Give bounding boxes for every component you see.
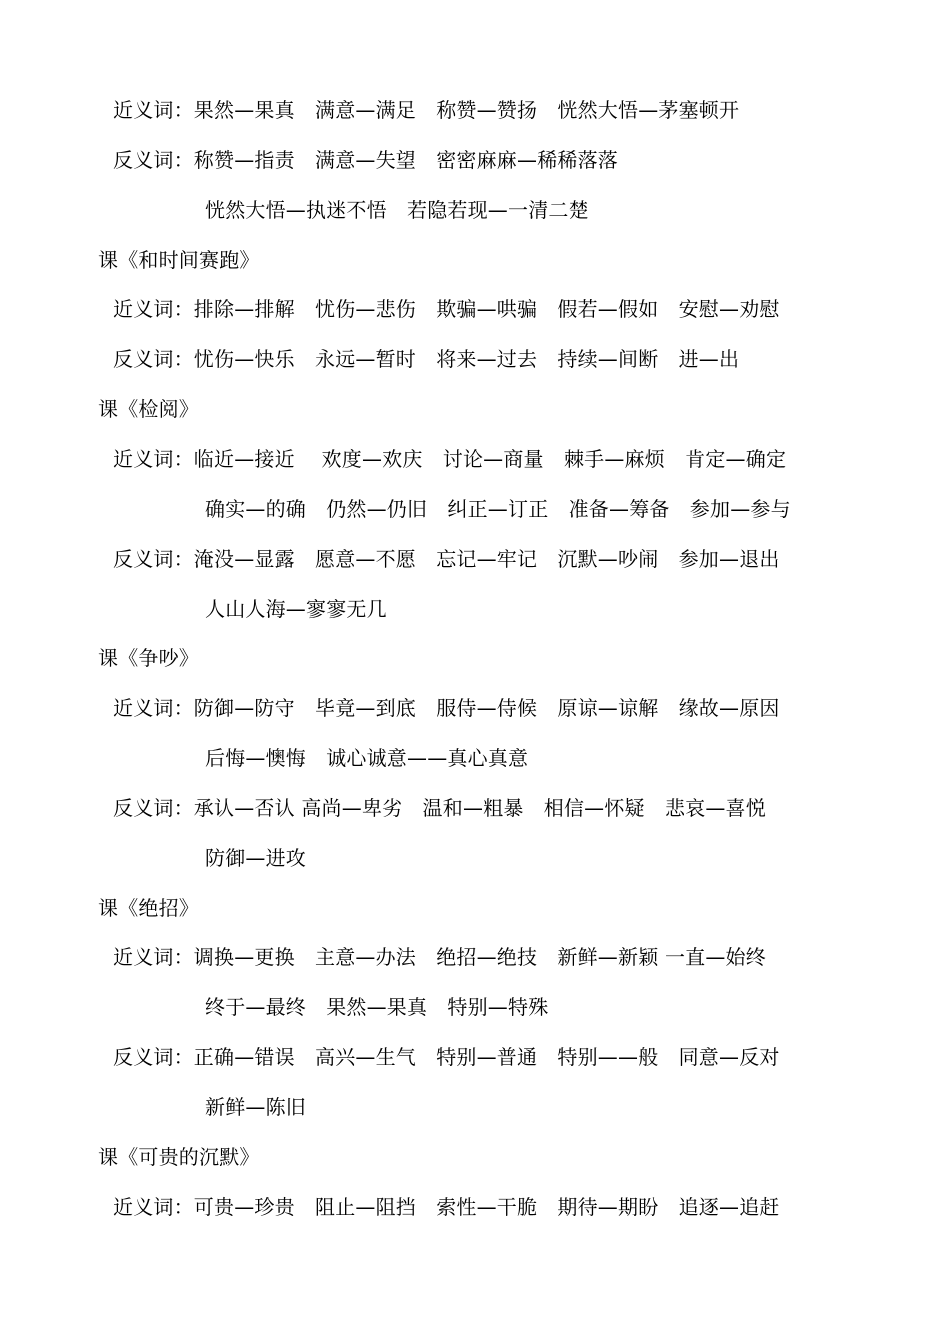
word-pair-line: 近义词：临近—接近 欢度—欢庆 讨论—商量 棘手—麻烦 肯定—确定 — [113, 446, 787, 471]
word-pair-line: 近义词：调换—更换 主意—办法 绝招—绝技 新鲜—新颖 一直—始终 — [113, 945, 766, 970]
lesson-title: 课《争吵》 — [98, 646, 199, 671]
word-pair-line: 近义词：防御—防守 毕竟—到底 服侍—侍候 原谅—谅解 缘故—原因 — [113, 696, 780, 721]
word-pair-continuation: 确实—的确 仍然—仍旧 纠正—订正 准备—筹备 参加—参与 — [205, 496, 791, 521]
word-pair-continuation: 恍然大悟—执迷不悟 若隐若现—一清二楚 — [205, 197, 589, 222]
word-pair-line: 近义词：排除—排解 忧伤—悲伤 欺骗—哄骗 假若—假如 安慰—劝慰 — [113, 297, 780, 322]
word-pair-continuation: 人山人海—寥寥无几 — [205, 596, 387, 621]
word-pair-line: 反义词：淹没—显露 愿意—不愿 忘记—牢记 沉默—吵闹 参加—退出 — [113, 546, 780, 571]
lesson-title: 课《和时间赛跑》 — [98, 247, 260, 272]
lesson-title: 课《可贵的沉默》 — [98, 1144, 260, 1169]
word-pair-continuation: 防御—进攻 — [205, 845, 306, 870]
lesson-title: 课《绝招》 — [98, 895, 199, 920]
word-pair-line: 反义词：承认—否认 高尚—卑劣 温和—粗暴 相信—怀疑 悲哀—喜悦 — [113, 795, 766, 820]
word-pair-line: 反义词：称赞—指责 满意—失望 密密麻麻—稀稀落落 — [113, 147, 618, 172]
word-pair-line: 反义词：忧伤—快乐 永远—暂时 将来—过去 持续—间断 进—出 — [113, 347, 740, 372]
word-pair-line: 近义词：果然—果真 满意—满足 称赞—赞扬 恍然大悟—茅塞顿开 — [113, 98, 740, 122]
word-pair-continuation: 终于—最终 果然—果真 特别—特殊 — [205, 995, 549, 1020]
word-pair-continuation: 新鲜—陈旧 — [205, 1095, 306, 1119]
lesson-title: 课《检阅》 — [98, 397, 199, 422]
word-pair-line: 反义词：正确—错误 高兴—生气 特别—普通 特别——般 同意—反对 — [113, 1045, 780, 1070]
word-pair-line: 近义词：可贵—珍贵 阻止—阻挡 索性—干脆 期待—期盼 追逐—追赶 — [113, 1194, 780, 1219]
word-pair-continuation: 后悔—懊悔 诚心诚意——真心真意 — [205, 746, 529, 771]
